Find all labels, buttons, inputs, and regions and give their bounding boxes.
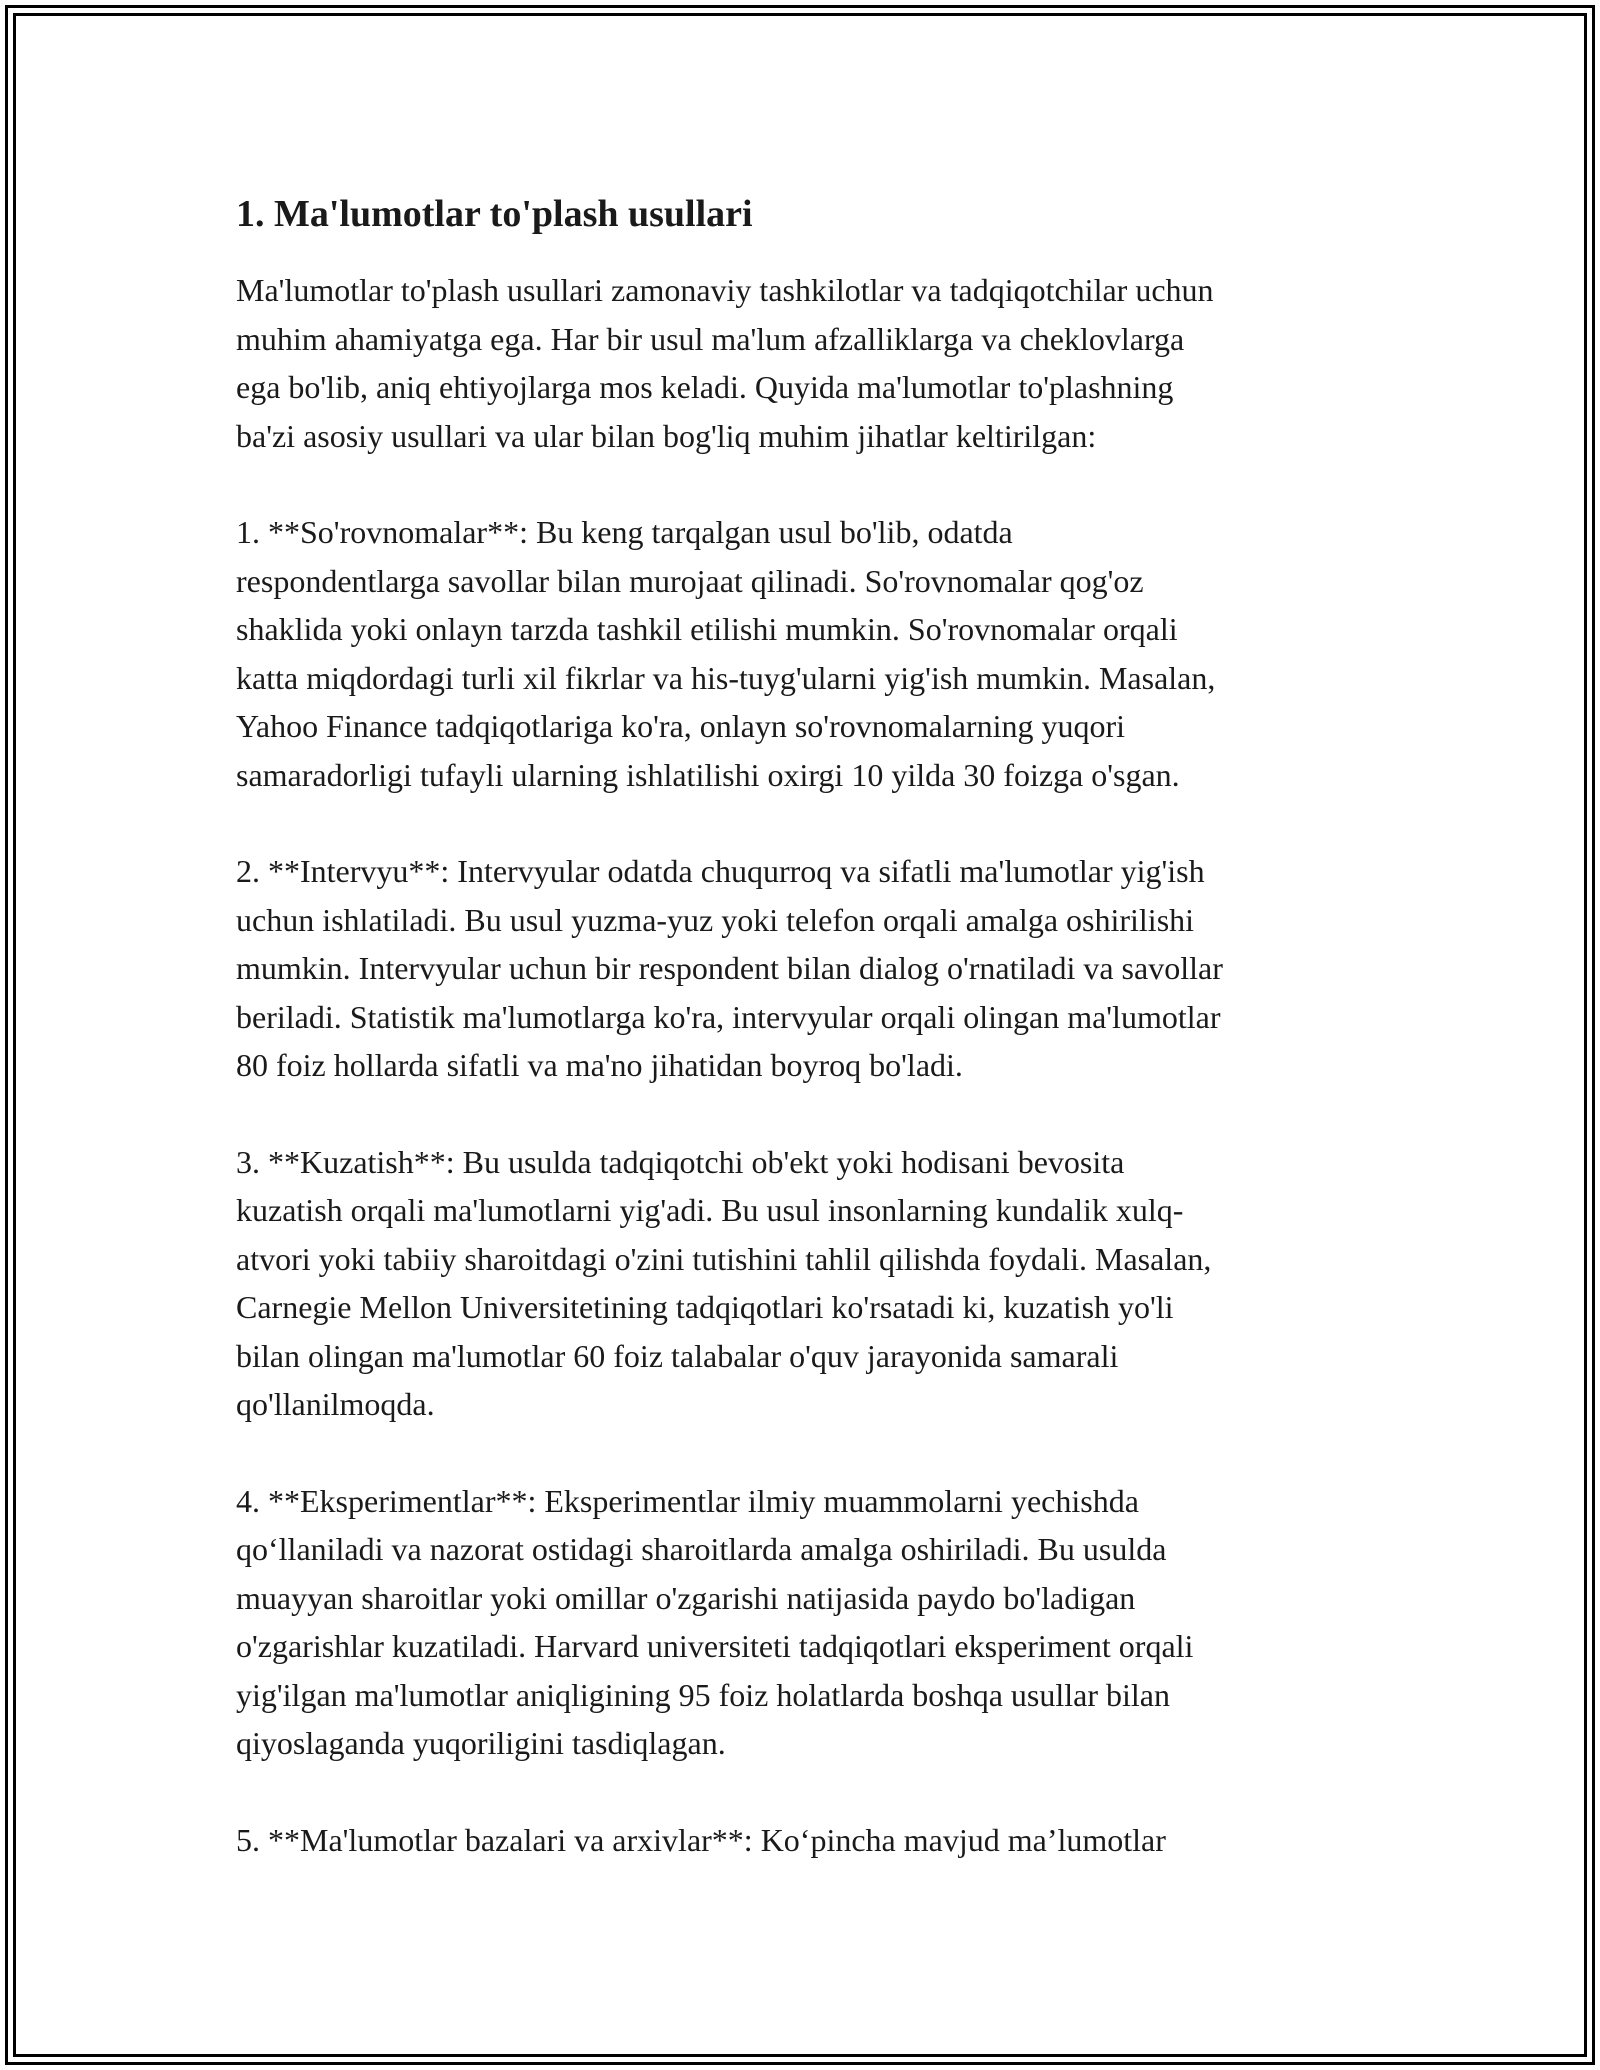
item-interview: 2. **Intervyu**: Intervyular odatda chuqurroq va sifatli ma'lumotlar yig'ish uchun ishlatiladi. Bu usul yuzma-yuz yoki telefon orqali amalga oshirilishi mumkin. Intervyular uchun bir respondent bilan dialog o'rnatiladi va savollar beriladi. Statistik ma'lumotlarga ko'ra, intervyular orqali olingan ma'lumotlar 80 foiz hollarda sifatli va ma'no jihatidan boyroq bo'ladi. — [236, 853, 1223, 1083]
document-body — [236, 186, 1376, 1864]
item-databases-archives: 5. **Ma'lumotlar bazalari va arxivlar**: Ko‘pincha mavjud ma’lumotlar — [236, 1821, 1166, 1858]
item-observation: 3. **Kuzatish**: Bu usulda tadqiqotchi ob'ekt yoki hodisani bevosita kuzatish orqali ma'lumotlarni yig'adi. Bu usul insonlarning kundalik xulq- atvori yoki tabiiy sharoitdagi o'zini tutishini tahlil qilishda foydali. Masalan, Carnegie Mellon Universitetining tadqiqotlari ko'rsatadi ki, kuzatish yo'li bilan olingan ma'lumotlar 60 foiz talabalar o'quv jarayonida samarali qo'llanilmoqda. — [236, 1143, 1212, 1422]
item-experiments: 4. **Eksperimentlar**: Eksperimentlar ilmiy muammolarni yechishda qo‘llaniladi va nazorat ostidagi sharoitlarda amalga oshiriladi. Bu usulda muayyan sharoitlar yoki omillar o'zgarishi natijasida paydo bo'ladigan o'zgarishlar kuzatiladi. Harvard universiteti tadqiqotlari eksperiment orqali yig'ilgan ma'lumotlar aniqligining 95 foiz holatlarda boshqa usullar bilan qiyoslaganda yuqoriligini tasdiqlagan. — [236, 1482, 1194, 1761]
intro-paragraph: Ma'lumotlar to'plash usullari zamonaviy tashkilotlar va tadqiqotchilar uchun muhim ahamiyatga ega. Har bir usul ma'lum afzalliklarga va cheklovlarga ega bo'lib, aniq ehtiyojlarga mos keladi. Quyida ma'lumotlar to'plashning ba'zi asosiy usullari va ular bilan bog'liq muhim jihatlar keltirilgan: — [236, 272, 1214, 454]
page-title: 1. Ma'lumotlar to'plash usullari — [236, 193, 753, 235]
item-surveys: 1. **So'rovnomalar**: Bu keng tarqalgan usul bo'lib, odatda respondentlarga savollar bilan murojaat qilinadi. So'rovnomalar qog'oz shaklida yoki onlayn tarzda tashkil etilishi mumkin. So'rovnomalar orqali katta miqdordagi turli xil fikrlar va his-tuyg'ularni yig'ish mumkin. Masalan, Yahoo Finance tadqiqotlariga ko'ra, onlayn so'rovnomalarning yuqori samaradorligi tufayli ularning ishlatilishi oxirgi 10 yilda 30 foizga o'sgan. — [236, 514, 1216, 793]
